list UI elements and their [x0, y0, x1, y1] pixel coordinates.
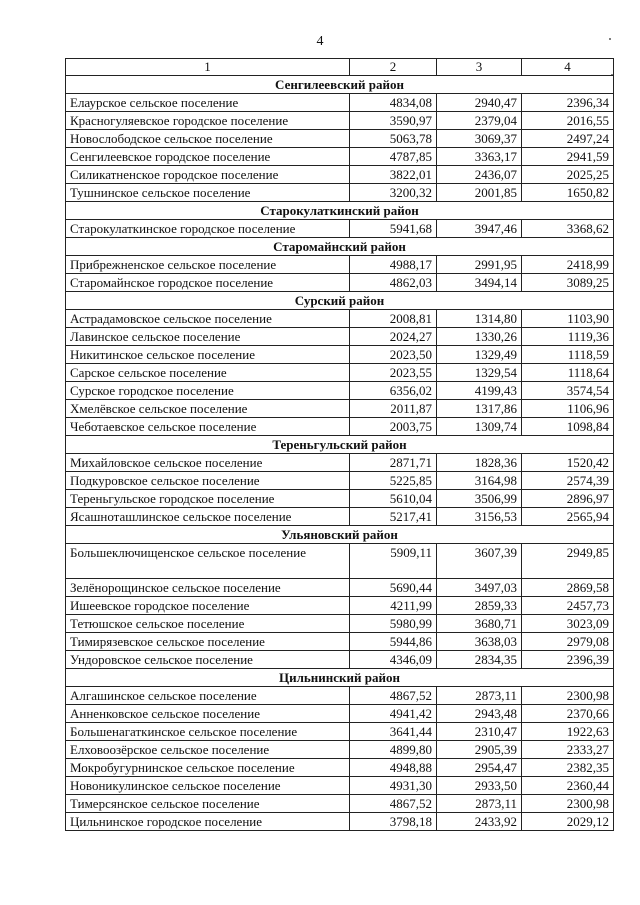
column-header: 3 [437, 59, 522, 76]
settlement-name: Тетюшское сельское поселение [66, 615, 350, 633]
settlement-name: Тереньгульское городское поселение [66, 490, 350, 508]
value-cell: 2871,71 [350, 454, 437, 472]
value-cell: 3506,99 [437, 490, 522, 508]
value-cell: 2333,27 [522, 741, 614, 759]
table-row [66, 723, 614, 741]
value-cell: 2933,50 [437, 777, 522, 795]
settlement-name: Елховоозёрское сельское поселение [66, 741, 350, 759]
value-cell: 3069,37 [437, 130, 522, 148]
value-cell: 1118,59 [522, 346, 614, 364]
settlement-name: Чеботаевское сельское поселение [66, 418, 350, 436]
table-row [66, 400, 614, 418]
table-row [66, 256, 614, 274]
value-cell: 5944,86 [350, 633, 437, 651]
district-name: Тереньгульский район [66, 436, 614, 454]
settlement-name: Тушнинское сельское поселение [66, 184, 350, 202]
value-cell: 2574,39 [522, 472, 614, 490]
value-cell: 4867,52 [350, 795, 437, 813]
table-body [66, 59, 614, 831]
table-row [66, 310, 614, 328]
value-cell: 2003,75 [350, 418, 437, 436]
column-header: 2 [350, 59, 437, 76]
settlement-name: Астрадамовское сельское поселение [66, 310, 350, 328]
value-cell: 1314,80 [437, 310, 522, 328]
table-row [66, 382, 614, 400]
table-row [66, 364, 614, 382]
value-cell: 2008,81 [350, 310, 437, 328]
value-cell: 4787,85 [350, 148, 437, 166]
page-number: 4 [316, 34, 324, 49]
value-cell: 3200,32 [350, 184, 437, 202]
value-cell: 5063,78 [350, 130, 437, 148]
table-row [66, 795, 614, 813]
value-cell: 1106,96 [522, 400, 614, 418]
settlement-name: Сенгилеевское городское поселение [66, 148, 350, 166]
settlement-name: Большенагаткинское сельское поселение [66, 723, 350, 741]
value-cell: 3822,01 [350, 166, 437, 184]
settlement-name: Тимирязевское сельское поселение [66, 633, 350, 651]
table-row [66, 220, 614, 238]
value-cell: 2396,39 [522, 651, 614, 669]
value-cell: 6356,02 [350, 382, 437, 400]
district-header-row [66, 76, 614, 94]
value-cell: 4867,52 [350, 687, 437, 705]
value-cell: 3590,97 [350, 112, 437, 130]
table-row [66, 166, 614, 184]
district-name: Сурский район [66, 292, 614, 310]
settlement-name: Прибрежненское сельское поселение [66, 256, 350, 274]
value-cell: 3089,25 [522, 274, 614, 292]
value-cell: 1520,42 [522, 454, 614, 472]
value-cell: 2949,85 [522, 544, 614, 579]
settlement-name: Сарское сельское поселение [66, 364, 350, 382]
value-cell: 3497,03 [437, 579, 522, 597]
district-header-row [66, 526, 614, 544]
settlement-name: Новоникулинское сельское поселение [66, 777, 350, 795]
settlement-name: Новослободское сельское поселение [66, 130, 350, 148]
table-row [66, 741, 614, 759]
settlement-name: Старомайнское городское поселение [66, 274, 350, 292]
settlement-name: Никитинское сельское поселение [66, 346, 350, 364]
value-cell: 1309,74 [437, 418, 522, 436]
value-cell: 2023,55 [350, 364, 437, 382]
district-name: Старомайнский район [66, 238, 614, 256]
value-cell: 4931,30 [350, 777, 437, 795]
value-cell: 3574,54 [522, 382, 614, 400]
table-row [66, 687, 614, 705]
value-cell: 2979,08 [522, 633, 614, 651]
value-cell: 1119,36 [522, 328, 614, 346]
value-cell: 2300,98 [522, 687, 614, 705]
settlement-name: Анненковское сельское поселение [66, 705, 350, 723]
table-row [66, 148, 614, 166]
value-cell: 2379,04 [437, 112, 522, 130]
settlement-name: Михайловское сельское поселение [66, 454, 350, 472]
value-cell: 1118,64 [522, 364, 614, 382]
table-row [66, 346, 614, 364]
column-header-row [66, 59, 614, 76]
value-cell: 4834,08 [350, 94, 437, 112]
value-cell: 3156,53 [437, 508, 522, 526]
district-header-row [66, 202, 614, 220]
table-row [66, 651, 614, 669]
settlement-name: Лавинское сельское поселение [66, 328, 350, 346]
value-cell: 5690,44 [350, 579, 437, 597]
value-cell: 4899,80 [350, 741, 437, 759]
value-cell: 2991,95 [437, 256, 522, 274]
value-cell: 3363,17 [437, 148, 522, 166]
table-row [66, 508, 614, 526]
value-cell: 2565,94 [522, 508, 614, 526]
table-row [66, 579, 614, 597]
value-cell: 1329,49 [437, 346, 522, 364]
value-cell: 2310,47 [437, 723, 522, 741]
table-row [66, 328, 614, 346]
value-cell: 2360,44 [522, 777, 614, 795]
settlement-name: Ишеевское городское поселение [66, 597, 350, 615]
settlement-name: Мокробугурнинское сельское поселение [66, 759, 350, 777]
table-row [66, 418, 614, 436]
value-cell: 3798,18 [350, 813, 437, 831]
value-cell: 3164,98 [437, 472, 522, 490]
value-cell: 3607,39 [437, 544, 522, 579]
settlement-name: Красногуляевское городское поселение [66, 112, 350, 130]
value-cell: 2024,27 [350, 328, 437, 346]
value-cell: 1103,90 [522, 310, 614, 328]
value-cell: 2497,24 [522, 130, 614, 148]
value-cell: 2905,39 [437, 741, 522, 759]
value-cell: 2869,58 [522, 579, 614, 597]
table-row [66, 490, 614, 508]
settlement-name: Хмелёвское сельское поселение [66, 400, 350, 418]
value-cell: 1329,54 [437, 364, 522, 382]
settlement-name: Зелёнорощинское сельское поселение [66, 579, 350, 597]
value-cell: 3638,03 [437, 633, 522, 651]
value-cell: 2433,92 [437, 813, 522, 831]
settlement-name: Цильнинское городское поселение [66, 813, 350, 831]
value-cell: 2457,73 [522, 597, 614, 615]
table-row [66, 454, 614, 472]
value-cell: 3023,09 [522, 615, 614, 633]
value-cell: 2029,12 [522, 813, 614, 831]
value-cell: 2011,87 [350, 400, 437, 418]
value-cell: 4941,42 [350, 705, 437, 723]
value-cell: 4988,17 [350, 256, 437, 274]
settlement-name: Сурское городское поселение [66, 382, 350, 400]
value-cell: 5610,04 [350, 490, 437, 508]
value-cell: 1828,36 [437, 454, 522, 472]
value-cell: 5980,99 [350, 615, 437, 633]
settlement-name: Большеключищенское сельское поселение [66, 544, 350, 579]
value-cell: 5941,68 [350, 220, 437, 238]
value-cell: 4346,09 [350, 651, 437, 669]
value-cell: 2896,97 [522, 490, 614, 508]
value-cell: 4862,03 [350, 274, 437, 292]
settlement-name: Тимерсянское сельское поселение [66, 795, 350, 813]
value-cell: 2940,47 [437, 94, 522, 112]
value-cell: 4211,99 [350, 597, 437, 615]
district-name: Цильнинский район [66, 669, 614, 687]
district-header-row [66, 292, 614, 310]
value-cell: 5217,41 [350, 508, 437, 526]
value-cell: 2023,50 [350, 346, 437, 364]
settlement-name: Старокулаткинское городское поселение [66, 220, 350, 238]
value-cell: 2873,11 [437, 687, 522, 705]
value-cell: 2834,35 [437, 651, 522, 669]
value-cell: 2370,66 [522, 705, 614, 723]
table-row [66, 633, 614, 651]
table-row [66, 777, 614, 795]
value-cell: 1317,86 [437, 400, 522, 418]
value-cell: 2016,55 [522, 112, 614, 130]
value-cell: 2873,11 [437, 795, 522, 813]
value-cell: 1330,26 [437, 328, 522, 346]
district-name: Сенгилеевский район [66, 76, 614, 94]
table-row [66, 472, 614, 490]
district-header-row [66, 669, 614, 687]
value-cell: 5909,11 [350, 544, 437, 579]
value-cell: 1098,84 [522, 418, 614, 436]
data-table [65, 58, 614, 831]
column-header: 1 [66, 59, 350, 76]
table-row [66, 112, 614, 130]
settlement-name: Ундоровское сельское поселение [66, 651, 350, 669]
value-cell: 4199,43 [437, 382, 522, 400]
table-row [66, 274, 614, 292]
value-cell: 1922,63 [522, 723, 614, 741]
value-cell: 3680,71 [437, 615, 522, 633]
table-row [66, 759, 614, 777]
value-cell: 2300,98 [522, 795, 614, 813]
value-cell: 2001,85 [437, 184, 522, 202]
district-header-row [66, 238, 614, 256]
value-cell: 3368,62 [522, 220, 614, 238]
settlement-name: Елаурское сельское поселение [66, 94, 350, 112]
value-cell: 2941,59 [522, 148, 614, 166]
table-row [66, 184, 614, 202]
value-cell: 2943,48 [437, 705, 522, 723]
district-name: Ульяновский район [66, 526, 614, 544]
value-cell: 2954,47 [437, 759, 522, 777]
value-cell: 2436,07 [437, 166, 522, 184]
district-header-row [66, 436, 614, 454]
settlement-name: Силикатненское городское поселение [66, 166, 350, 184]
value-cell: 3641,44 [350, 723, 437, 741]
value-cell: 3947,46 [437, 220, 522, 238]
value-cell: 2382,35 [522, 759, 614, 777]
scan-speck [609, 38, 611, 40]
table-row [66, 94, 614, 112]
value-cell: 2418,99 [522, 256, 614, 274]
settlement-name: Ясашноташлинское сельское поселение [66, 508, 350, 526]
value-cell: 4948,88 [350, 759, 437, 777]
column-header: 4 [522, 59, 614, 76]
value-cell: 2396,34 [522, 94, 614, 112]
value-cell: 1650,82 [522, 184, 614, 202]
value-cell: 5225,85 [350, 472, 437, 490]
district-name: Старокулаткинский район [66, 202, 614, 220]
settlement-name: Алгашинское сельское поселение [66, 687, 350, 705]
value-cell: 2025,25 [522, 166, 614, 184]
value-cell: 2859,33 [437, 597, 522, 615]
table-row [66, 130, 614, 148]
table-row [66, 615, 614, 633]
table-row [66, 597, 614, 615]
table-row [66, 705, 614, 723]
value-cell: 3494,14 [437, 274, 522, 292]
table-row [66, 544, 614, 579]
table-row [66, 813, 614, 831]
settlement-name: Подкуровское сельское поселение [66, 472, 350, 490]
